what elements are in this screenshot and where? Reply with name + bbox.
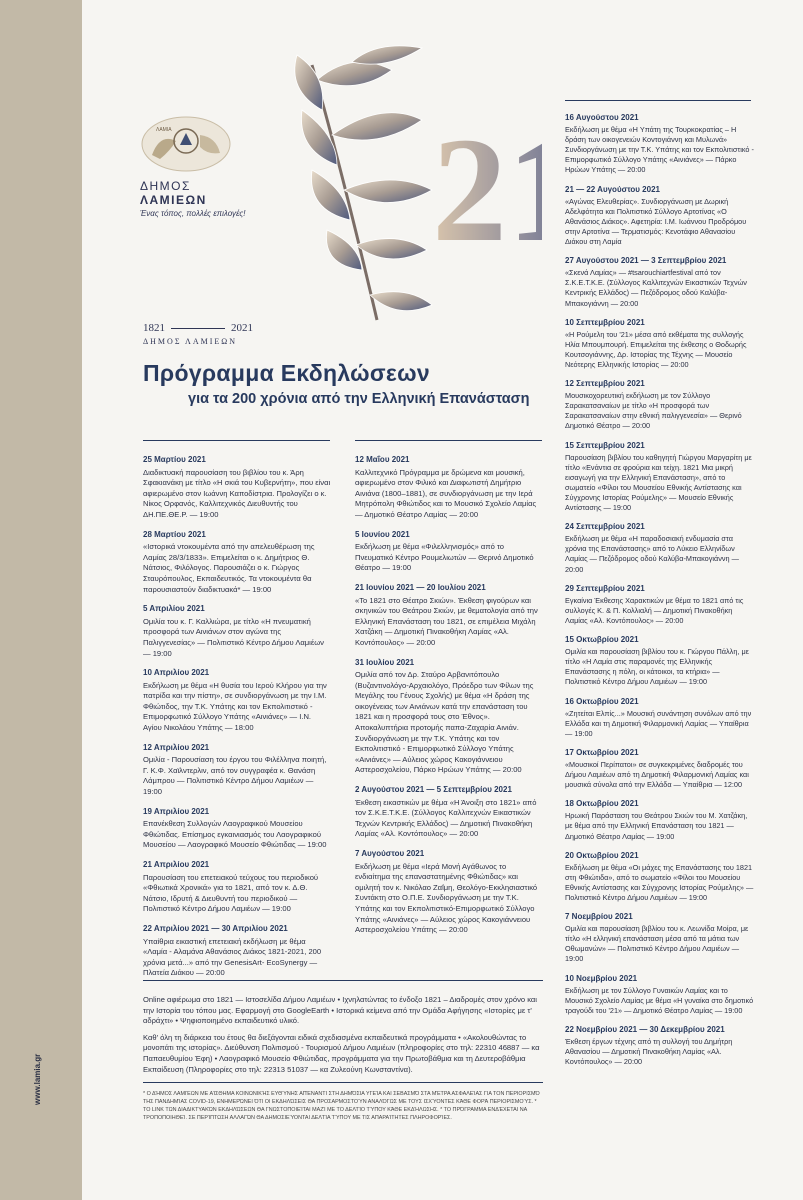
event-date: 12 Μαΐου 2021 — [355, 455, 410, 464]
event-text: «Η Ρούμελη του '21» μέσα από εκθέματα της συλλογής Ηλία Μπουμπουρή. Επιμελείται της έκθεσης ο Θοδωρής Κουτσογιάννης, Δρ. Ιστορίας της Τέχνης — Μουσείο Νεότερης Ελληνικής Ιστορίας — 20:00 — [565, 329, 747, 369]
events-column-1 — [143, 455, 331, 988]
event-date: 27 Αυγούστου 2021 — 3 Σεπτεμβρίου 2021 — [565, 256, 727, 266]
event-item — [355, 785, 543, 840]
page-title: Πρόγραμμα Εκδηλώσεων — [143, 360, 430, 386]
emblem-text: ΛΑΜΙΑ — [156, 127, 172, 133]
event-date: 15 Σεπτεμβρίου 2021 — [565, 440, 645, 450]
event-text: Εκδήλωση με θέμα «Η Υπάτη της Τουρκοκρατίας – Η δράση των οικογενειών Κοντογιάννη και Μυλωνά» Συνδιοργάνωση με την Τ.Κ. Υπάτης και τον Εκπολιτιστικό - Επιμορφωτικό Σύλλογο Υπάτης «Αινιάνες» — Πάρκο Ηρώων Υπάτης — 20:00 — [565, 125, 754, 175]
event-date: 7 Νοεμβρίου 2021 — [565, 912, 633, 922]
event-item — [143, 455, 331, 521]
event-text: Υπαίθρια εικαστική επετειακή εκδήλωση με θέμα «Λαμία - Αλαμάνα Αθανάσιος Διάκος 1821-2021, 200 χρόνια μετά...» από την GenesisArt- EcoSynergy — Πλατεία Διάκου — 20:00 — [143, 936, 322, 978]
event-text: Παρουσίαση βιβλίου του καθηγητή Γιώργου Μαργαρίτη με τίτλο «Ενάντια σε φρούρια και τείχη. 1821 Μια μικρή εισαγωγή για την Ελληνική Επανάσταση», από το σωματείο «Φίλοι του Μουσείου Εθνικής Αντίστασης και Σύγχρονης Ιστορίας Ρούμελης» — Μουσείο Εθνικής Αντίστασης — 19:00 — [565, 452, 752, 513]
event-item — [565, 379, 755, 431]
event-text: Καλλιτεχνικό Πρόγραμμα με δρώμενα και μουσική, αφιερωμένο στον Φιλικό και Διαφωτιστή Δημήτριο Αινιάνα (1800–1881), σε συνδιοργάνωση με την Ιερά Μητρόπολη Φθιώτιδος και το Μουσικό Σχολείο Λαμίας — Δημοτικό Θέατρο Λαμίας — 20:00 — [355, 467, 537, 519]
event-date: 22 Απριλίου 2021 — 30 Απριλίου 2021 — [143, 923, 288, 933]
event-text: «Το 1821 στο Θέατρο Σκιών». Έκθεση φιγούρων και σκηνικών του Θεάτρου Σκιών, με θεματολογία από την Ελληνική Επανάσταση του 1821, σε επιμέλεια Μιχάλη Χατζάκη — Δημοτική Πινακοθήκη Λαμίας «Αλ. Κοντόπουλος» — 20:00 — [355, 595, 538, 647]
event-date: 18 Οκτωβρίου 2021 — [565, 799, 639, 809]
event-text: Μουσικοχορευτική εκδήλωση με τον Σύλλογο Σαρακατσαναίων με τίτλο «Η προσφορά των Σαρακατσαναίων στην εθνική παλιγγενεσία» — Θερινό Δημοτικό Θέατρο — 20:00 — [565, 391, 742, 431]
event-text: «Μουσικοί Περίπατοι» σε συγκεκριμένες διαδρομές του Δήμου Λαμιέων από τη Δημοτική Φιλαρμονική Λαμίας και μουσικά σύνολα από την Ελλάδα — Υπαίθρια — 12:00 — [565, 759, 749, 790]
event-date: 21 — 22 Αυγούστου 2021 — [565, 184, 660, 194]
event-date: 22 Νοεμβρίου 2021 — 30 Δεκεμβρίου 2021 — [565, 1024, 725, 1034]
divider — [355, 440, 542, 441]
leaf-icon — [295, 46, 432, 311]
event-item — [565, 851, 755, 903]
year-end: 2021 — [231, 322, 253, 334]
event-item — [143, 743, 331, 798]
event-item — [565, 748, 755, 790]
event-item — [355, 455, 543, 521]
event-item — [355, 658, 543, 777]
title-block — [143, 360, 563, 407]
event-text: Ομιλία - Παρουσίαση του έργου του Φιλέλληνα ποιητή, Γ. Κ.Φ. Χαϊλντερλιν, από τον συγγραφέα κ. Θανάση Λάμπρου — Πολιτιστικό Κέντρο Δήμου Λαμιέων — 19:00 — [143, 755, 327, 797]
event-item — [355, 583, 543, 649]
event-text: Εκδήλωση με τον Σύλλογο Γυναικών Λαμίας και το Μουσικό Σχολείο Λαμίας με θέμα «Η γυναίκα στο δημοτικό τραγούδι του '21» — Δημοτικό Θέατρο Λαμίας — 19:00 — [565, 985, 754, 1015]
municipality-main: ΛΑΜΙΕΩΝ — [140, 193, 207, 207]
event-text: Ηρωική Παράσταση του Θεάτρου Σκιών του Μ. Χατζάκη, με θέμα από την Ελληνική Επανάσταση του 1821 — Δημοτικό Θέατρο Λαμίας — 19:00 — [565, 811, 748, 841]
event-date: 31 Ιουλίου 2021 — [355, 657, 415, 667]
event-text: Εγκαίνια Έκθεσης Χαρακτικών με θέμα το 1821 από τις συλλογές Κ. & Π. Κολλιαλή — Δημοτική Πινακοθήκη Λαμίας «Αλ. Κοντόπουλος» — 20:00 — [565, 595, 744, 625]
event-item — [565, 635, 755, 687]
event-text: «Ζητείται Ελπίς...» Μουσική συνάντηση συνόλων από την Ελλάδα και τη Δημοτική Φιλαρμονική Λαμίας — Υπαίθρια — 19:00 — [565, 708, 752, 738]
education-paragraph: Καθ' όλη τη διάρκεια του έτους θα διεξάγονται ειδικά σχεδιασμένα εκπαιδευτικά προγράμματα • «Ακολουθώντας το μονοπάτι της ιστορίας». Διεύθυνση Πολιτισμού - Τουρισμού Δήμου Λαμιέων (πληροφορίες στο τηλ: 22310 46887 — κα Παπαευθυμίου Έφη) • Λαογραφικό Μουσείο Φθιώτιδας, προγράμματα για την Πρωτοβάθμια και τη Δευτεροβάθμια Εκπαίδευση (Πληροφορίες στο τηλ: 22313 51037 — κα Ζυλεούνη Κωνσταντίνα). — [143, 1032, 540, 1074]
event-date: 15 Οκτωβρίου 2021 — [565, 635, 639, 645]
year-divider — [171, 328, 225, 329]
event-date: 28 Μαρτίου 2021 — [143, 529, 206, 539]
event-item — [565, 522, 755, 574]
event-text: Παρουσίαση του επετειακού τεύχους του περιοδικού «Φθιωτικά Χρονικά» για το 1821, από τον κ. Δ.Θ. Νάτσιο, Ιδρυτή & Διευθυντή του περιοδικού — Πολιτιστικό Κέντρο Δήμου Λαμιέων — 19:00 — [143, 872, 319, 914]
event-item — [565, 441, 755, 514]
event-date: 16 Αυγούστου 2021 — [565, 113, 639, 122]
event-date: 20 Οκτωβρίου 2021 — [565, 850, 639, 860]
event-text: Ομιλία και παρουσίαση βιβλίου του κ. Λεωνίδα Μοίρα, με τίτλο «Η ελληνική επανάσταση μέσα από τα μάτια των Οθωμανών» — Πολιτιστικό Κέντρο Δήμου Λαμιέων — 19:00 — [565, 924, 749, 964]
event-date: 10 Σεπτεμβρίου 2021 — [565, 317, 645, 327]
event-item — [355, 530, 543, 574]
event-item — [565, 974, 755, 1016]
online-section — [143, 995, 543, 1081]
event-item — [565, 185, 755, 248]
event-item — [565, 584, 755, 626]
event-text: Εκδήλωση με θέμα «Φιλελληνισμός» από το Πνευματικό Κέντρο Ρουμελιωτών — Θερινό Δημοτικό Θέατρο — 19:00 — [355, 542, 534, 573]
divider — [565, 100, 751, 101]
online-paragraph: Online αφιέρωμα στο 1821 — Ιστοσελίδα Δήμου Λαμιέων • Ιχνηλατώντας το ένδοξο 1821 – Διαδρομές στον χρόνο και την Ιστορία του τόπου μας. Εφαρμογή στο GoogleEarth • Ιστορικά κείμενα από την Ομάδα Αφήγησης «Ιστορίες με τ' αδράχτι» • Ψηφιοποιημένο εκπαιδευτικό υλικό. — [143, 995, 537, 1026]
event-text: Επανέκθεση Συλλογών Λαογραφικού Μουσείου Φθιώτιδας. Επίσημος εγκαινιασμός του Λαογραφικού Μουσείου — Λαογραφικό Μουσείο Φθιώτιδας — 19:00 — [143, 819, 327, 850]
years-block — [143, 322, 253, 346]
event-date: 16 Οκτωβρίου 2021 — [565, 696, 639, 706]
event-date: 21 Απριλίου 2021 — [143, 860, 210, 869]
event-date: 19 Απριλίου 2021 — [143, 806, 210, 816]
year-start: 1821 — [143, 322, 165, 334]
event-item — [565, 912, 755, 964]
event-date: 24 Σεπτεμβρίου 2021 — [565, 522, 645, 532]
event-text: Ομιλία του κ. Γ. Καλλιώρα, με τίτλο «Η πνευματική προσφορά των Αινιάνων στον αγώνα της Παλιγγενεσίας» — Πολιτιστικό Κέντρο Δήμου Λαμιέων — 19:00 — [143, 616, 324, 658]
event-text: Εκδήλωση με θέμα «Οι μάχες της Επανάστασης του 1821 στη Φθιώτιδα», από το σωματείο «Φίλοι του Μουσείου Εθνικής Αντίστασης και Σύγχρονης Ιστορίας Ρούμελης» — Πολιτιστικό Κέντρο Δήμου Λαμιέων — 19:00 — [565, 862, 754, 902]
event-date: 5 Απριλίου 2021 — [143, 604, 205, 614]
municipality-logo — [140, 115, 260, 218]
event-item — [143, 807, 331, 851]
event-date: 12 Σεπτεμβρίου 2021 — [565, 379, 645, 389]
event-text: Διαδικτυακή παρουσίαση του βιβλίου του κ. Άρη Σφακιανάκη με τίτλο «Η σκιά του Κυβερνήτη», που είναι αφιερωμένο στον Ιωάννη Καποδίστρια. Προλογίζει ο κ. Νίκος Ορφανός, Καλλιτεχνικός Διευθυντής του ΔΗ.ΠΕ.ΘΕ.Ρ. — 19:00 — [143, 467, 331, 519]
event-item — [143, 924, 331, 979]
years-label: ΔΗΜΟΣ ΛΑΜΙΕΩΝ — [143, 337, 237, 346]
event-item — [143, 860, 331, 915]
event-item — [565, 697, 755, 739]
event-text: Εκδήλωση με θέμα «Ιερά Μονή Αγάθωνος το ενδιαίτημα της επαναστατημένης Φθιώτιδας» και ομιλητή τον κ. Νικόλαο Ζαΐμη, Θεολόγο-Εκκλησιαστικό Συντάκτη στο Ο.Π.Ε. Συνδιοργάνωση με την Τ.Κ. Υπάτης και τον Εκπολιτιστικό-Επιμορφωτικό Σύλλογο Υπάτης «Αινιάνες» — Αύλειος χώρος Κακογιάννειου Αστεροσχολείου Υπάτης — 20:00 — [355, 861, 538, 935]
divider — [143, 1082, 543, 1083]
event-text: Έκθεση έργων τέχνης από τη συλλογή του Δημήτρη Αθανασίου — Δημοτική Πινακοθήκη Λαμίας «Αλ. Κοντόπουλος» — 20:00 — [565, 1037, 733, 1067]
event-date: 25 Μαρτίου 2021 — [143, 455, 206, 464]
event-item — [565, 256, 755, 308]
municipality-name — [140, 179, 260, 207]
event-text: «Σκενά Λαμίας» — #tsarouchiartfestival από τον Σ.Κ.Ε.Τ.Κ.Ε. (Σύλλογος Καλλιτεχνών Εικαστικών Τεχνών Κεντρικής Ελλάδος) — Πεζόδρομος οδού Καλύβα-Μπακογιάννη — 20:00 — [565, 268, 747, 308]
event-date: 29 Σεπτεμβρίου 2021 — [565, 583, 645, 593]
event-date: 5 Ιουνίου 2021 — [355, 529, 410, 539]
event-item — [143, 530, 331, 596]
event-item — [355, 849, 543, 936]
municipality-prefix: ΔΗΜΟΣ — [140, 179, 191, 193]
municipality-motto: Ένας τόπος, πολλές επιλογές! — [140, 209, 246, 218]
event-item — [565, 113, 755, 176]
event-item — [565, 1025, 755, 1067]
event-item — [565, 318, 755, 370]
events-column-2 — [355, 455, 543, 945]
event-text: Ομιλία από τον Δρ. Σταύρο Αρβανιτόπουλο (Βυζαντινολόγο-Αρχαιολόγο, Πρόεδρο των Φίλων της Μεγάλης του Γένους Σχολής) με θέμα «Η δράση της οικογένειας των Αινιάνων κατά την επανάσταση του 1821 και η προσφορά τους στο Έθνος». Αποκαλυπτήρια προτομής παπα-Ζαχαρία Αινιάν. Συνδιοργάνωση με την Τ.Κ. Υπάτης και τον Εκπολιτιστικό - Επιμορφωτικό Σύλλογο Υπάτης «Αινιάνες» — Αύλειος χώρος Κακογιάννειου Αστεροσχολείου, Πάρκο Ηρώων Υπάτης — 20:00 — [355, 670, 534, 775]
art-number: 2 — [432, 107, 507, 273]
event-date: 10 Απριλίου 2021 — [143, 668, 210, 678]
event-date: 2 Αυγούστου 2021 — 5 Σεπτεμβρίου 2021 — [355, 785, 512, 795]
event-item — [565, 799, 755, 841]
page-subtitle: για τα 200 χρόνια από την Ελληνική Επανάσταση — [188, 391, 530, 407]
event-date: 17 Οκτωβρίου 2021 — [565, 747, 639, 757]
divider — [143, 440, 330, 441]
event-text: Ομιλία και παρουσίαση βιβλίου του κ. Γιώργου Πάλλη, με τίτλο «Η Λαμία στις παραμονές της Ελληνικής Επανάστασης η πόλη, οι κάτοικοι, τα κτήρια» — Πολιτιστικό Κέντρο Δήμου Λαμιέων — 19:00 — [565, 647, 749, 687]
event-text: Εκδήλωση με θέμα «Η θυσία του Ιερού Κλήρου για την πατρίδα και την πίστη», σε συνδιοργάνωση με την Ι.Μ. Φθιώτιδος, την Τ.Κ. Υπάτης και τον Εκπολιτιστικό - Επιμορφωτικό Σύλλογο Υπάτης «Αινιάνες» — Ι.Ν. Αγίου Νικολάου Υπάτης — 18:00 — [143, 680, 327, 733]
event-item — [143, 604, 331, 659]
event-date: 10 Νοεμβρίου 2021 — [565, 973, 638, 983]
event-text: Εκδήλωση με θέμα «Η παραδοσιακή ενδυμασία στα χρόνια της Επανάστασης» από το Λύκειο Ελληνίδων Λαμίας — Πεζόδρομος οδού Καλύβα-Μπακογιάννη — 20:00 — [565, 534, 739, 574]
emblem-icon — [140, 115, 232, 173]
events-column-3 — [565, 113, 755, 1076]
event-date: 7 Αυγούστου 2021 — [355, 849, 425, 858]
event-text: «Αγώνας Ελευθερίας». Συνδιοργάνωση με Δωρική Αδελφότητα και Πολιτιστικό Σύλλογο Αρτοτίνας «Ο Αθανάσιος Διάκος». Αφετηρία: Ι.Μ. Ιωάννου Προδρόμου στην Αρτοτίνα — Τερματισμός: Κενοτάφιο Αθανασίου Διάκου στη Λαμία — [565, 196, 747, 247]
event-text: Έκθεση εικαστικών με θέμα «Η Άνοιξη στο 1821» από τον Σ.Κ.Ε.Τ.Κ.Ε. (Σύλλογος Καλλιτεχνών Εικαστικών Τεχνών Κεντρικής Ελλάδος) — Δημοτική Πινακοθήκη Λαμίας «Αλ. Κοντόπουλος» — 20:00 — [355, 797, 537, 839]
event-date: 12 Απριλίου 2021 — [143, 742, 210, 752]
site-url[interactable]: www.lamia.gr — [33, 1053, 42, 1105]
footnote: * Ο ΔΉΜΟΣ ΛΑΜΙΈΩΝ ΜΕ ΑΊΣΘΗΜΑ ΚΟΙΝΩΝΙΚΉΣ ΕΥΘΎΝΗΣ ΑΠΈΝΑΝΤΙ ΣΤΗ ΔΗΜΌΣΙΑ ΥΓΕΊΑ ΚΑΙ ΣΕΒΑΣΜΌ ΣΤΑ ΜΈΤΡΑ ΑΣΦΑΛΕΊΑΣ ΓΙΑ ΤΟΝ ΠΕΡΙΟΡΙΣΜΌ ΤΗΣ ΠΑΝΔΗΜΊΑΣ COVID-19, ΕΝΗΜΕΡΏΝΕΙ ΌΤΙ ΟΙ ΕΚΔΗΛΏΣΕΙΣ ΘΑ ΠΡΟΣΑΡΜΟΣΤΟΎΝ ΑΝΑΛΌΓΩΣ ΜΕ ΤΟΥΣ ΙΣΧΎΟΝΤΕΣ ΚΆΘΕ ΦΟΡΆ ΠΕΡΙΟΡΙΣΜΟΎΣ. * ΤΟ LINK ΤΩΝ ΔΙΑΔΙΚΤΥΑΚΏΝ ΕΚΔΗΛΏΣΕΩΝ ΘΑ ΓΝΩΣΤΟΠΟΙΕΊΤΑΙ ΜΑΖΊ ΜΕ ΤΟ ΔΕΛΤΊΟ ΤΎΠΟΥ ΚΆΘΕ ΕΚΔΉΛΩΣΗΣ. * ΤΟ ΠΡΌΓΡΑΜΜΑ ΕΝΔΈΧΕΤΑΙ ΝΑ ΤΡΟΠΟΠΟΙΗΘΕΊ. ΣΕ ΠΕΡΊΠΤΩΣΗ ΑΛΛΑΓΏΝ ΘΑ ΔΗΜΟΣΙΕΎΟΝΤΑΙ ΔΕΛΤΊΑ ΤΎΠΟΥ ΜΕ ΤΙΣ ΑΠΑΡΑΊΤΗΤΕΣ ΠΛΗΡΟΦΟΡΊΕΣ. — [143, 1091, 540, 1121]
olive-branch-artwork — [282, 40, 542, 340]
event-item — [143, 668, 331, 734]
event-text: «Ιστορικά ντοκουμέντα από την απελευθέρωση της Λαμίας 28/3/1833». Επιμελείται ο κ. Δημήτριος Θ. Νάτσιος, Φιλόλογος. Παρουσιάζει ο κ. Γιώργος Σταυρόπουλος, Εκπαιδευτικός. Τα ντοκουμέντα θα παρουσιαστούν διαδικτυακά* — 19:00 — [143, 542, 315, 594]
event-date: 21 Ιουνίου 2021 — 20 Ιουλίου 2021 — [355, 582, 486, 592]
side-band — [0, 0, 82, 1200]
